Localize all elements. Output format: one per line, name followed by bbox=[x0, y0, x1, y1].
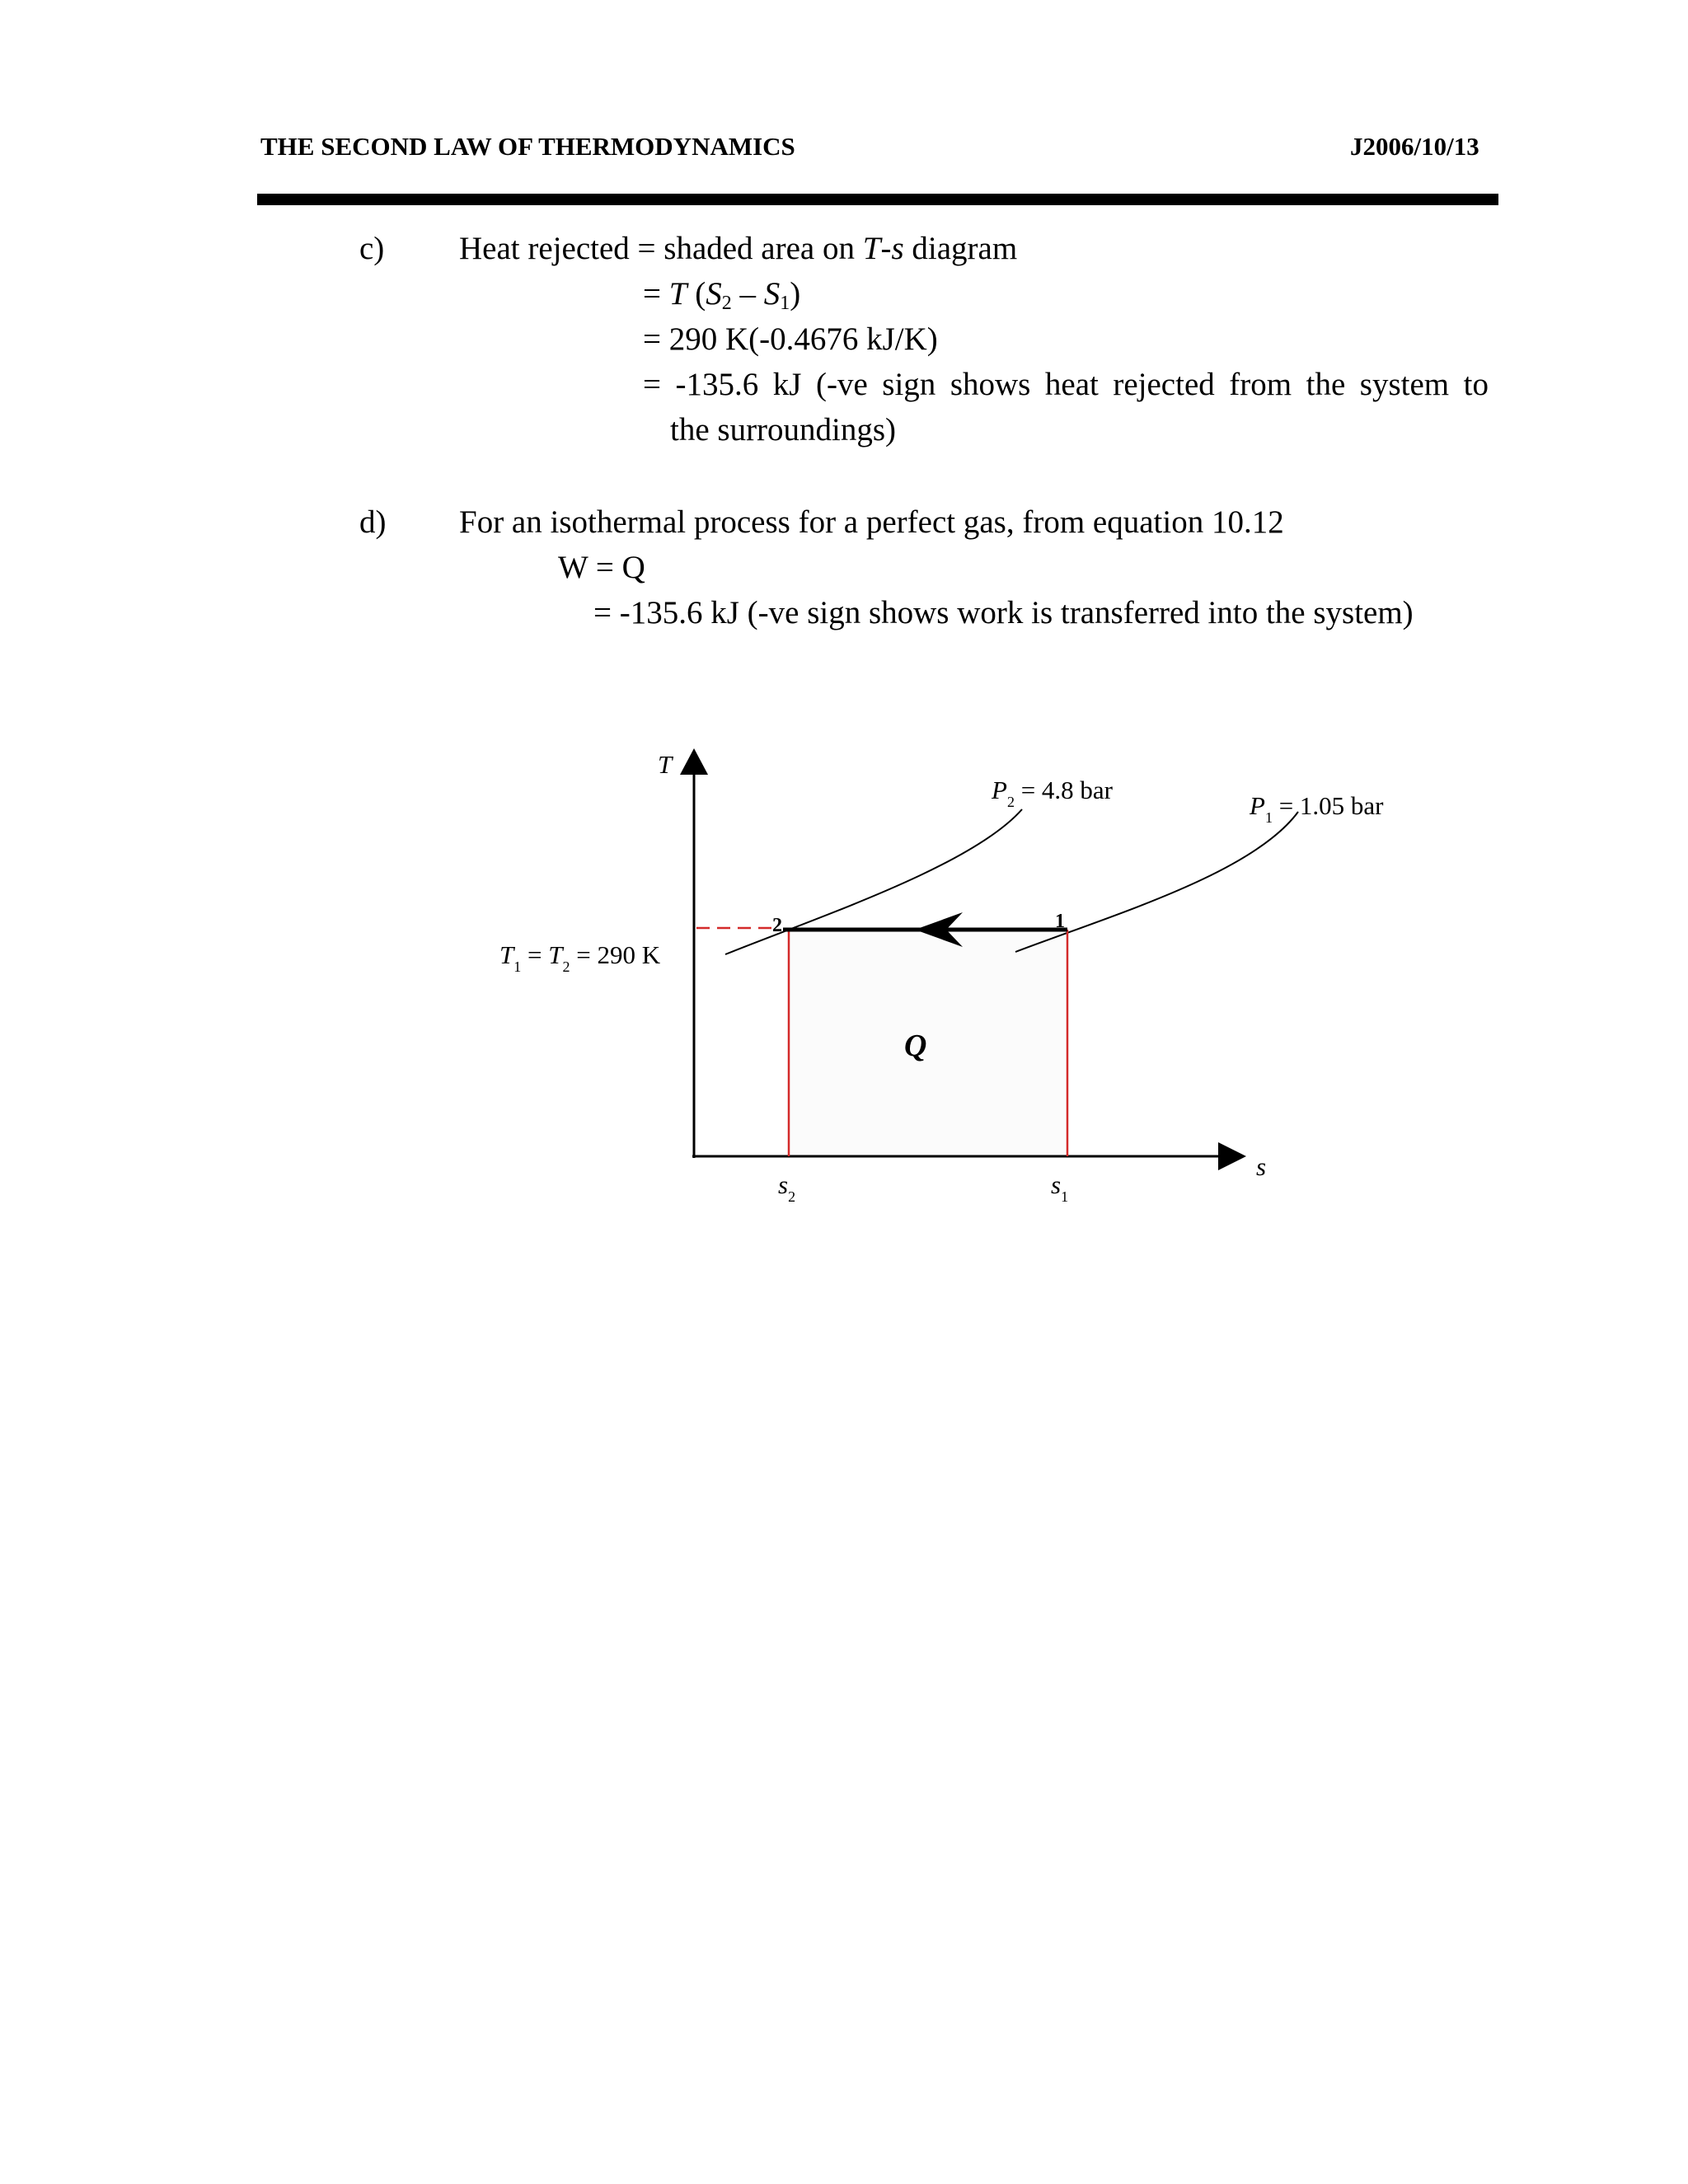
part-d-line-1: For an isothermal process for a perfect gas, from equation 10.12 bbox=[459, 504, 1284, 540]
state-point-1-label: 1 bbox=[1055, 911, 1065, 932]
state-point-2-label: 2 bbox=[772, 915, 782, 936]
part-c-label: c) bbox=[359, 231, 385, 266]
part-d-line-3: = -135.6 kJ (-ve sign shows work is transferred into the system) bbox=[593, 595, 1414, 630]
heat-area-label: Q bbox=[904, 1029, 927, 1063]
part-c-line-1: Heat rejected = shaded area on T-s diagram bbox=[459, 231, 1018, 266]
t-axis-arrowhead bbox=[680, 748, 708, 775]
part-c-line-3: = 290 K(-0.4676 kJ/K) bbox=[643, 321, 938, 357]
t-axis-label: T bbox=[658, 750, 673, 779]
part-d-label: d) bbox=[359, 504, 387, 540]
s1-tick-label: $s_1$ bbox=[1051, 1170, 1069, 1205]
part-c-line-4: = -135.6 kJ (-ve sign shows heat rejected from the system to bbox=[643, 367, 1489, 402]
part-c-line-2: = T $(S_2 - S_1)$ bbox=[643, 276, 801, 314]
page-id: J2006/10/13 bbox=[1350, 132, 1479, 161]
temperature-label: $T_1 = T_2 = 290$ K bbox=[499, 940, 661, 975]
part-c-line-5: the surroundings) bbox=[670, 412, 897, 448]
heat-area-shading bbox=[789, 930, 1067, 1156]
s2-tick-label: $s_2$ bbox=[778, 1170, 796, 1205]
document-title: THE SECOND LAW OF THERMODYNAMICS bbox=[260, 132, 795, 161]
p2-label: $P_2 = 4.8$ bar bbox=[992, 776, 1114, 810]
s-axis-label: s bbox=[1256, 1152, 1267, 1181]
p1-label: $P_1 = 1.05$ bar bbox=[1250, 791, 1384, 826]
s-axis-arrowhead bbox=[1218, 1142, 1246, 1170]
part-d-line-2: W = Q bbox=[558, 550, 645, 585]
